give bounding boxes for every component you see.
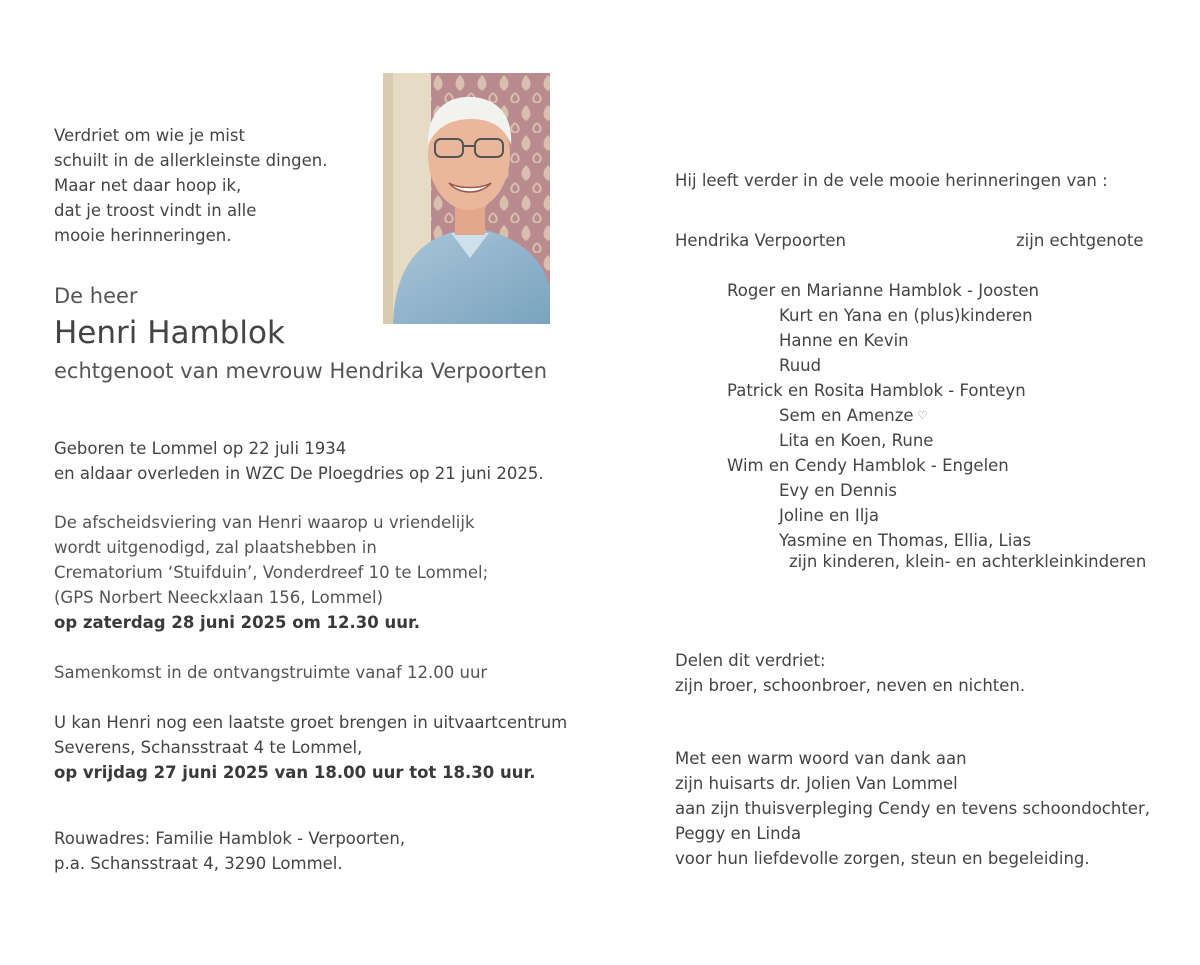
widow-role-text: zijn echtgenote — [1016, 231, 1144, 250]
spouse-line: echtgenoot van mevrouw Hendrika Verpoorten — [54, 359, 548, 383]
share-grief — [675, 648, 1025, 698]
share-line: Delen dit verdriet: — [675, 651, 826, 670]
family-child-with-heart — [727, 403, 1039, 428]
poem-line: Verdriet om wie je mist — [54, 126, 245, 145]
ceremony-info — [54, 510, 488, 635]
poem-line: Maar net daar hoop ik, — [54, 176, 242, 195]
gathering-line: Samenkomst in de ontvangstruimte vanaf 12.00 uur — [54, 663, 488, 682]
thanks-section — [675, 746, 1150, 871]
thanks-line: Met een warm woord van dank aan — [675, 749, 967, 768]
family-child: Evy en Dennis — [779, 481, 898, 500]
portrait-photo — [383, 73, 550, 324]
address-line: p.a. Schansstraat 4, 3290 Lommel. — [54, 854, 343, 873]
family-list — [727, 278, 1039, 553]
family-child: Sem en Amenze — [779, 406, 914, 425]
address-line: Rouwadres: Familie Hamblok - Verpoorten, — [54, 829, 406, 848]
family-note — [789, 549, 1146, 574]
deceased-title: De heer — [54, 284, 138, 308]
birth-line: Geboren te Lommel op 22 juli 1934 — [54, 439, 347, 458]
mourning-address — [54, 826, 405, 876]
family-child: Yasmine en Thomas, Ellia, Lias — [779, 531, 1032, 550]
widow-role — [1016, 228, 1143, 253]
death-line: en aldaar overleden in WZC De Ploegdries op 21 juni 2025. — [54, 464, 544, 483]
ceremony-line: Crematorium ‘Stuifduin’, Vonderdreef 10 te Lommel; — [54, 563, 489, 582]
family-parents: Patrick en Rosita Hamblok - Fonteyn — [727, 381, 1026, 400]
poem-line: schuilt in de allerkleinste dingen. — [54, 151, 328, 170]
family-child: Hanne en Kevin — [779, 331, 909, 350]
poem-line: dat je troost vindt in alle — [54, 201, 257, 220]
gathering-info — [54, 660, 487, 685]
thanks-line: zijn huisarts dr. Jolien Van Lommel — [675, 774, 958, 793]
family-parents: Wim en Cendy Hamblok - Engelen — [727, 456, 1009, 475]
visit-line: U kan Henri nog een laatste groet brengen in uitvaartcentrum — [54, 713, 568, 732]
widow-name — [675, 228, 846, 253]
widow-name-text: Hendrika Verpoorten — [675, 231, 846, 250]
survivors-intro — [675, 168, 1108, 193]
family-child: Joline en Ilja — [779, 506, 879, 525]
thanks-line: aan zijn thuisverpleging Cendy en tevens schoondochter, — [675, 799, 1150, 818]
ceremony-line: De afscheidsviering van Henri waarop u vriendelijk — [54, 513, 475, 532]
poem — [54, 123, 327, 248]
thanks-line: voor hun liefdevolle zorgen, steun en begeleiding. — [675, 849, 1090, 868]
family-child: Ruud — [779, 356, 822, 375]
birth-death-info — [54, 436, 544, 486]
family-note-text: zijn kinderen, klein- en achterkleinkinderen — [789, 552, 1147, 571]
thanks-line: Peggy en Linda — [675, 824, 802, 843]
family-child: Kurt en Yana en (plus)kinderen — [779, 306, 1033, 325]
intro-line: Hij leeft verder in de vele mooie herinneringen van : — [675, 171, 1108, 190]
family-parents: Roger en Marianne Hamblok - Joosten — [727, 281, 1039, 300]
visit-date: op vrijdag 27 juni 2025 van 18.00 uur tot 18.30 uur. — [54, 763, 536, 782]
visit-line: Severens, Schansstraat 4 te Lommel, — [54, 738, 363, 757]
ceremony-line: (GPS Norbert Neeckxlaan 156, Lommel) — [54, 588, 384, 607]
share-line: zijn broer, schoonbroer, neven en nichten. — [675, 676, 1026, 695]
poem-line: mooie herinneringen. — [54, 226, 232, 245]
family-child: Lita en Koen, Rune — [779, 431, 934, 450]
deceased-name: Henri Hamblok — [54, 315, 285, 351]
ceremony-date: op zaterdag 28 juni 2025 om 12.30 uur. — [54, 613, 421, 632]
heart-icon: ♡ — [917, 409, 928, 422]
ceremony-line: wordt uitgenodigd, zal plaatshebben in — [54, 538, 377, 557]
visit-info — [54, 710, 567, 785]
